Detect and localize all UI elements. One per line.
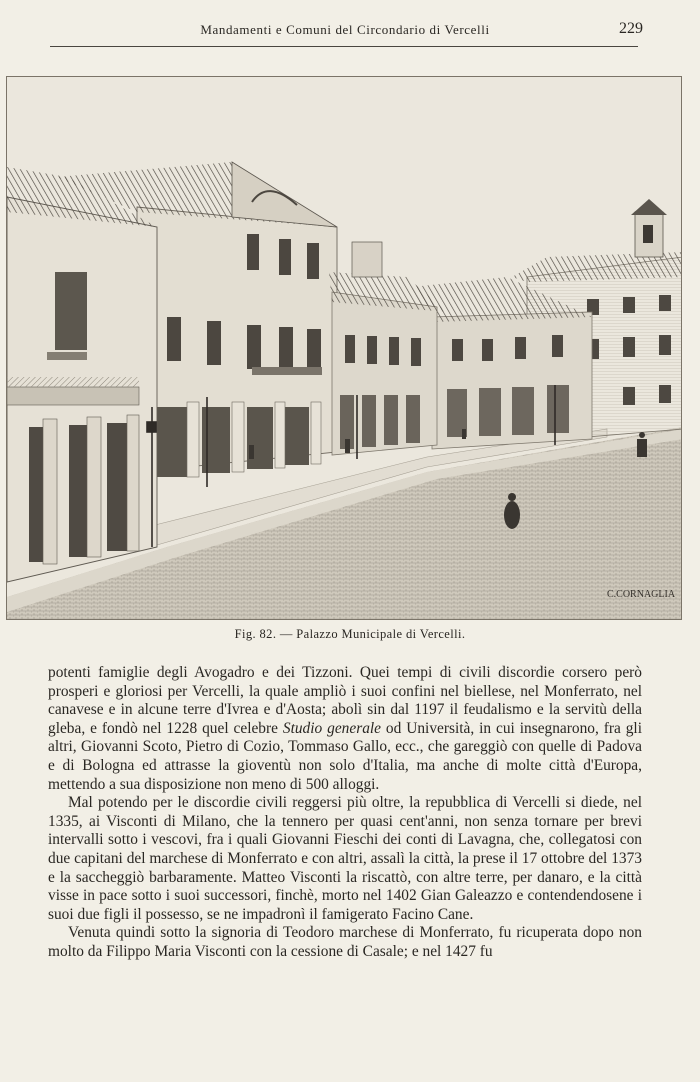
engraver-signature: C.CORNAGLIA xyxy=(607,589,676,600)
paragraph-3: Venuta quindi sotto la signoria di Teodoro marchese di Monferrato, fu ricuperata dopo non molto da Filippo Maria Visconti con la cessione di Casale; e nel 1427 fu xyxy=(48,924,642,960)
paragraph-2: Mal potendo per le discordie civili reggersi più oltre, la repubblica di Vercelli si diede, nel 1335, ai Visconti di Milano, che la tennero per quasi cent'anni, non senza tornare per brevi intervalli sotto i vescovi, fra i quali Giovanni Fieschi dei conti di Lavagna, che, collegatosi con due capitani del marchese di Monferrato e con altri, assalì la città, la prese il 17 ottobre del 1373 e la saccheggiò barbaramente. Matteo Visconti la riscattò, con altre terre, per danaro, e la città visse in pace sotto i suoi successori, finchè, morto nel 1402 Gian Galeazzo e contendendosene i suoi due figli il possesso, se ne impadronì il famigerato Facino Cane. xyxy=(48,794,642,923)
paragraph-1 xyxy=(48,664,642,794)
paragraph-1-text-b: od Università, in cui insegnarono, fra gli altri, Giovanni Scoto, Pietro di Cozio, Tommaso Gallo, ecc., che gareggiò con quelle di Padova e di Bologna ed attrasse la gioventù non solo d'Italia, ma anche di molte città d'Europa, mettendo a sua disposizione non meno di 500 alloggi. xyxy=(48,719,642,793)
page-number: 229 xyxy=(619,20,643,37)
page-header xyxy=(48,20,642,44)
engraving-illustration xyxy=(7,77,682,620)
header-rule xyxy=(50,46,638,47)
left-building xyxy=(7,167,157,582)
figure-caption: Fig. 82. — Palazzo Municipale di Vercelli. xyxy=(234,627,466,641)
running-title: Mandamenti e Comuni del Circondario di Vercelli xyxy=(200,22,490,37)
body-text xyxy=(48,664,642,962)
paragraph-1-emphasis: Studio generale xyxy=(282,719,381,737)
paragraph-1-text-a: potenti famiglie degli Avogadro e dei Tizzoni. Quei tempi di civili discordie corsero però prosperi e gloriosi per Vercelli, la quale ampliò i suoi confini nel biellese, nel Monferrato, nel canavese e in alcune terre d'Ivrea e d'Aosta; abolì sin dal 1197 il feudalismo e la servitù della gleba, e fondò nel 1228 quel celebre xyxy=(48,664,642,737)
engraving-figure xyxy=(6,76,682,620)
